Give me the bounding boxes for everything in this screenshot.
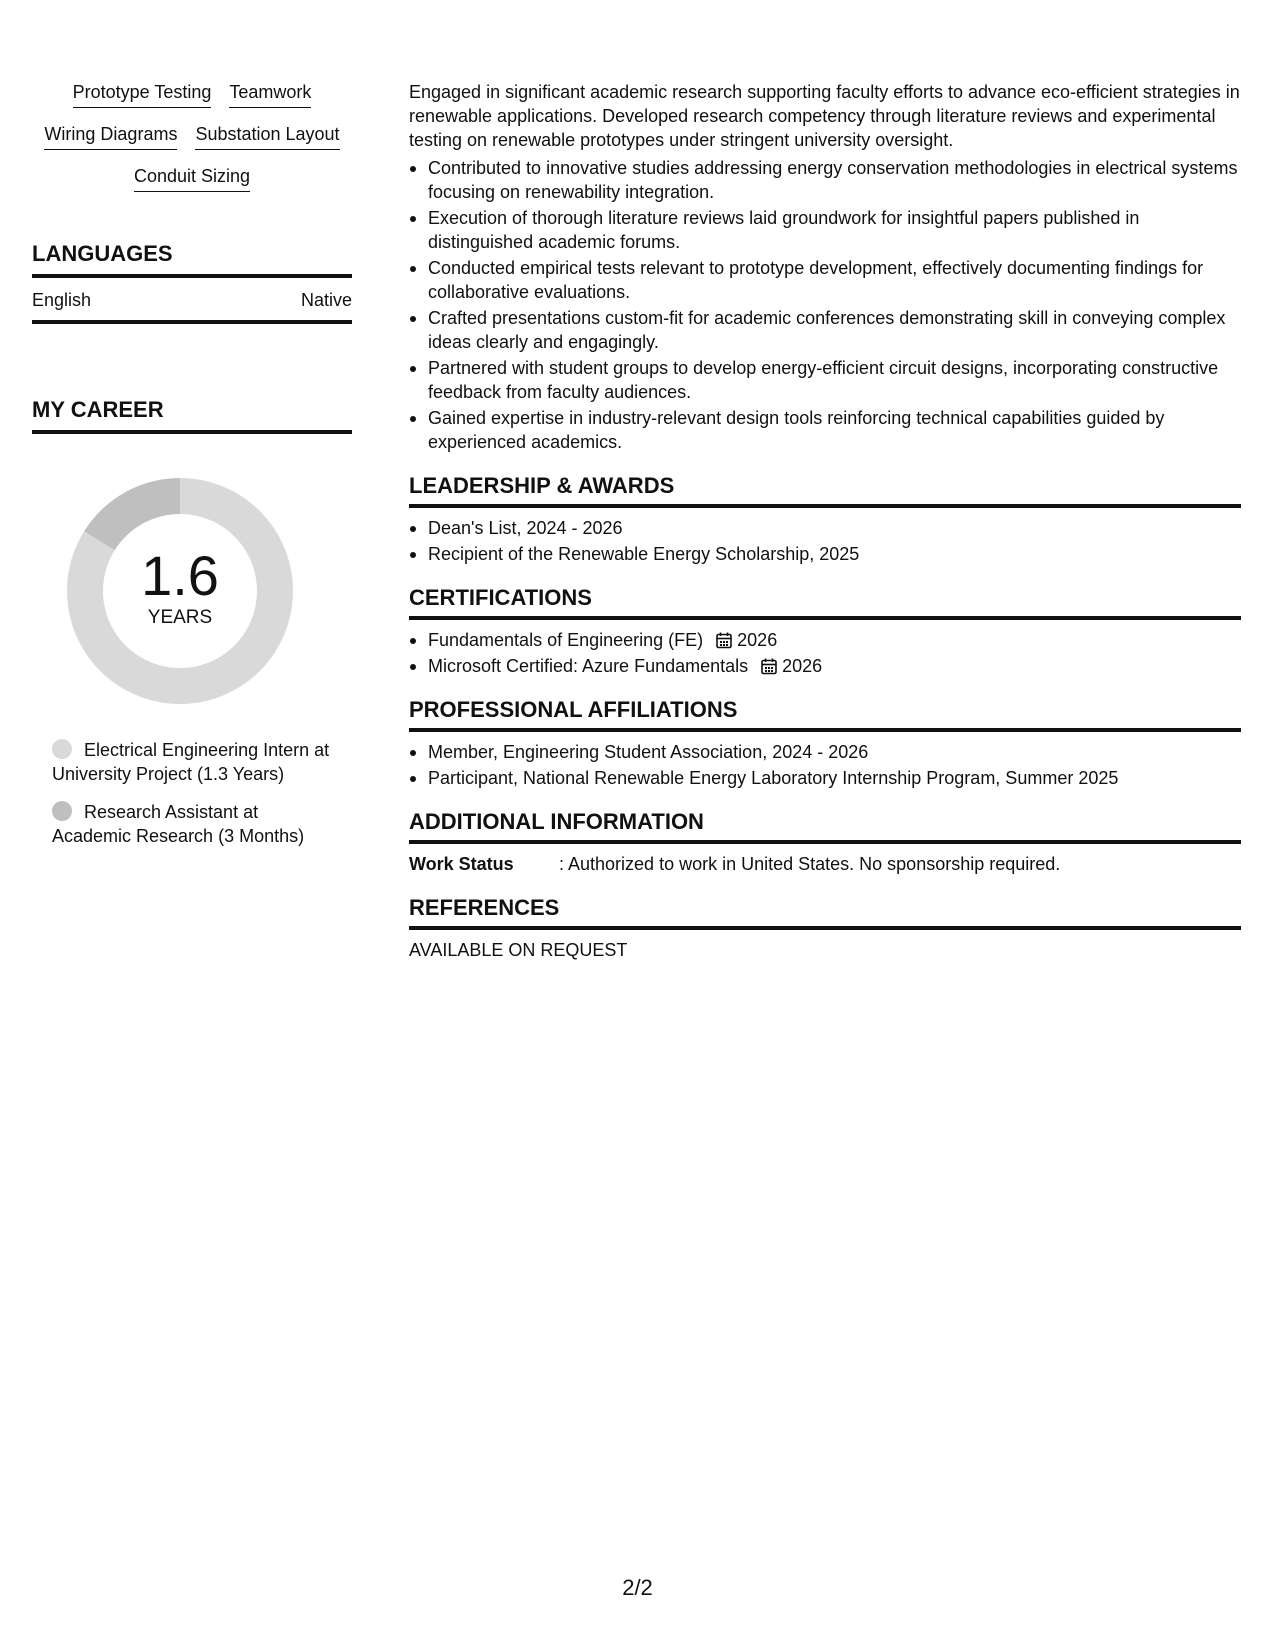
certifications-heading: CERTIFICATIONS	[409, 584, 1241, 620]
skill-tag: Substation Layout	[195, 122, 339, 150]
career-total-value: 1.6	[141, 544, 219, 607]
leadership-list	[409, 516, 1241, 566]
list-item: Partnered with student groups to develop energy-efficient circuit designs, incorporating constructive feedback from faculty audiences.	[409, 356, 1241, 404]
list-item	[409, 654, 1241, 678]
additional-heading: ADDITIONAL INFORMATION	[409, 808, 1241, 844]
certification-year: 2026	[737, 630, 778, 650]
list-item: Conducted empirical tests relevant to prototype development, effectively documenting findings for collaborative evaluations.	[409, 256, 1241, 304]
skill-tag: Wiring Diagrams	[44, 122, 177, 150]
work-status-row	[409, 852, 1241, 876]
certification-year: 2026	[782, 656, 823, 676]
legend-dot-icon	[52, 801, 72, 821]
list-item: Crafted presentations custom-fit for academic conferences demonstrating skill in conveying complex ideas clearly and engagingly.	[409, 306, 1241, 354]
skill-tag: Conduit Sizing	[134, 164, 250, 192]
career-heading: MY CAREER	[32, 396, 352, 434]
references-heading: REFERENCES	[409, 894, 1241, 930]
language-name: English	[32, 290, 92, 310]
left-column	[32, 80, 352, 862]
legend-label: Electrical Engineering Intern at University Project (1.3 Years)	[52, 740, 330, 784]
career-donut-chart	[67, 478, 293, 704]
language-level: Native	[300, 290, 352, 310]
skills-list	[32, 80, 352, 192]
languages-heading: LANGUAGES	[32, 240, 352, 278]
work-status-label: Work Status	[409, 854, 514, 874]
legend-label: Research Assistant at Academic Research (3 Months)	[52, 802, 305, 846]
affiliations-list	[409, 740, 1241, 790]
certification-name: Microsoft Certified: Azure Fundamentals	[428, 656, 749, 676]
right-column	[409, 80, 1241, 962]
languages-section	[32, 240, 352, 324]
certification-name: Fundamentals of Engineering (FE)	[428, 630, 704, 650]
references-text: AVAILABLE ON REQUEST	[409, 940, 628, 960]
work-status-value: : Authorized to work in United States. No sponsorship required.	[559, 854, 1061, 874]
legend-item	[52, 800, 332, 848]
list-item: Participant, National Renewable Energy Laboratory Internship Program, Summer 2025	[409, 766, 1241, 790]
list-item: Dean's List, 2024 - 2026	[409, 516, 1241, 540]
experience-bullets	[409, 156, 1241, 454]
career-total-unit: YEARS	[147, 607, 213, 628]
skill-tag: Prototype Testing	[73, 80, 212, 108]
list-item: Execution of thorough literature reviews laid groundwork for insightful papers published in distinguished academic forums.	[409, 206, 1241, 254]
career-section	[32, 396, 352, 848]
list-item	[409, 628, 1241, 652]
career-legend	[32, 738, 352, 848]
calendar-icon	[715, 631, 733, 649]
experience-intro: Engaged in significant academic research supporting faculty efforts to advance eco-efficient strategies in renewable applications. Developed research competency through literature reviews and experimental testing on renewable prototypes under stringent university oversight.	[409, 82, 1240, 150]
list-item: Gained expertise in industry-relevant design tools reinforcing technical capabilities guided by experienced academics.	[409, 406, 1241, 454]
legend-dot-icon	[52, 739, 72, 759]
skill-tag: Teamwork	[229, 80, 311, 108]
certifications-list	[409, 628, 1241, 678]
legend-item	[52, 738, 332, 786]
list-item: Contributed to innovative studies addressing energy conservation methodologies in electrical systems focusing on renewability integration.	[409, 156, 1241, 204]
page-number: 2/2	[622, 1575, 653, 1600]
affiliations-heading: PROFESSIONAL AFFILIATIONS	[409, 696, 1241, 732]
list-item: Member, Engineering Student Association, 2024 - 2026	[409, 740, 1241, 764]
donut-center	[67, 478, 293, 704]
language-row	[32, 278, 352, 324]
list-item: Recipient of the Renewable Energy Scholarship, 2025	[409, 542, 1241, 566]
leadership-heading: LEADERSHIP & AWARDS	[409, 472, 1241, 508]
calendar-icon	[760, 657, 778, 675]
